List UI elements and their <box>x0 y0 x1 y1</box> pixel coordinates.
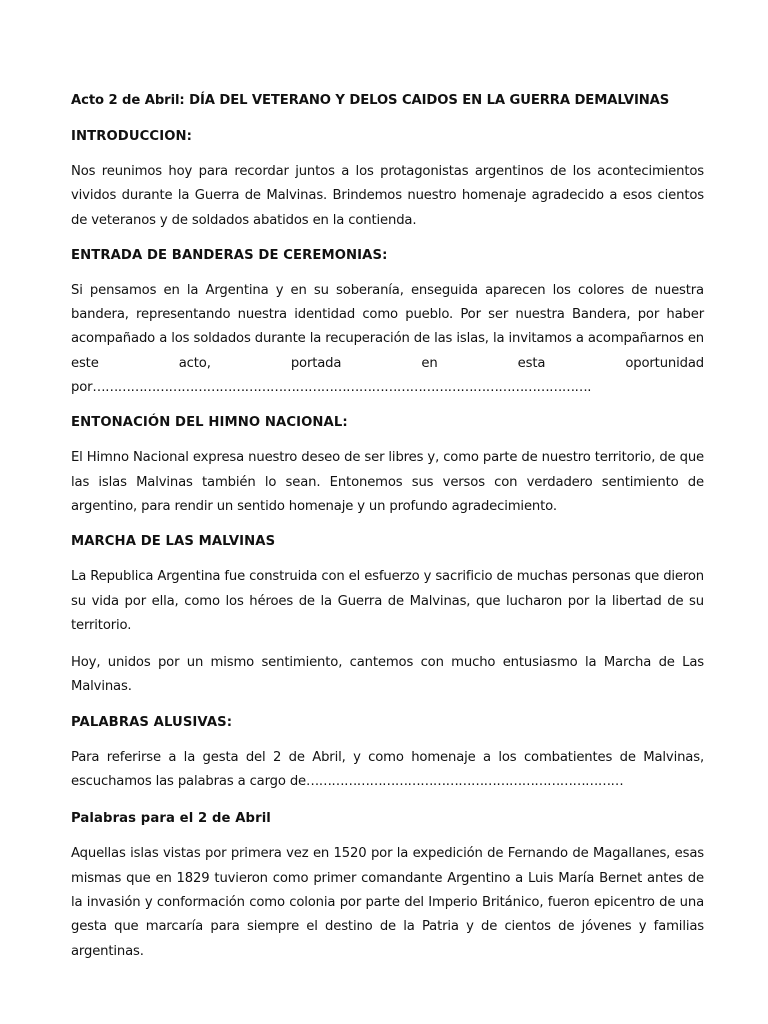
document-page <box>71 88 704 964</box>
anthem-paragraph: El Himno Nacional expresa nuestro deseo de ser libres y, como parte de nuestro territorio, de que las islas Malvinas también lo sean. Entonemos sus versos con verdadero sentimiento de argentino, para rendir un sentido homenaje y un profundo agradecimiento. <box>71 450 704 514</box>
march-heading: MARCHA DE LAS MALVINAS <box>71 534 276 550</box>
march-paragraph-1: La Republica Argentina fue construida con el esfuerzo y sacrificio de muchas personas que dieron su vida por ella, como los héroes de la Guerra de Malvinas, que lucharon por la libertad de su territorio. <box>71 569 704 633</box>
speech-paragraph: Aquellas islas vistas por primera vez en 1520 por la expedición de Fernando de Magallanes, esas mismas que en 1829 tuvieron como primer comandante Argentino a Luis María Bernet antes de la invasión y conformación como colonia por parte del Imperio Británico, fueron epicentro de una gesta que marcaría para siempre el destino de la Patria y de cientos de jóvenes y familias argentinas. <box>71 846 704 959</box>
flags-heading: ENTRADA DE BANDERAS DE CEREMONIAS: <box>71 247 388 263</box>
document-title <box>71 88 704 114</box>
speech-heading: Palabras para el 2 de Abril <box>71 811 271 827</box>
intro-heading: INTRODUCCION: <box>71 129 193 144</box>
flags-blank-line: ………………………………………………………………………………………………………. <box>92 380 591 396</box>
title-main: DÍA DEL VETERANO Y DELOS CAIDOS EN LA GUERRA DEMALVINAS <box>189 93 670 108</box>
flags-text: Si pensamos en la Argentina y en su soberanía, enseguida aparecen los colores de nuestra bandera, representando nuestra identidad como pueblo. Por ser nuestra Bandera, por haber acompañado a los soldados durante la recuperación de las islas, la invitamos a acompañarnos en este acto, portada en esta oportunidad por <box>71 282 704 396</box>
words-blank-line: ………………………………………………………………… <box>306 774 624 790</box>
flags-paragraph <box>71 279 704 400</box>
anthem-heading: ENTONACIÓN DEL HIMNO NACIONAL: <box>71 415 348 431</box>
title-prefix: Acto 2 de Abril: <box>71 93 185 108</box>
words-heading: PALABRAS ALUSIVAS: <box>71 714 233 730</box>
words-text: Para referirse a la gesta del 2 de Abril, y como homenaje a los combatientes de Malvinas, escuchamos las palabras a cargo de <box>71 749 704 790</box>
intro-paragraph: Nos reunimos hoy para recordar juntos a los protagonistas argentinos de los acontecimientos vividos durante la Guerra de Malvinas. Brindemos nuestro homenaje agradecido a esos cientos de veteranos y de soldados abatidos en la contienda. <box>71 164 704 228</box>
march-paragraph-2: Hoy, unidos por un mismo sentimiento, cantemos con mucho entusiasmo la Marcha de Las Malvinas. <box>71 655 704 695</box>
words-paragraph <box>71 746 704 795</box>
